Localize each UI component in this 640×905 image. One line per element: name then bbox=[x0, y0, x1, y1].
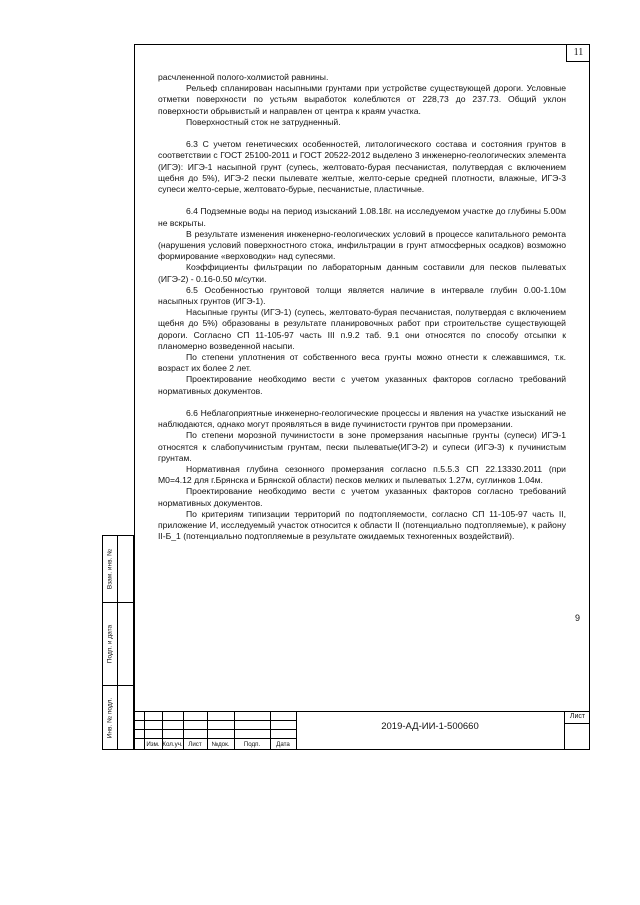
paragraph-gap bbox=[158, 128, 566, 139]
margin-mark: 9 bbox=[575, 613, 581, 623]
paragraph: Проектирование необходимо вести с учетом указанных факторов согласно требований нормативных документов. bbox=[158, 486, 566, 508]
sheet-number: 11 bbox=[566, 44, 590, 62]
title-block bbox=[134, 711, 590, 750]
hdr-izm: Изм. bbox=[146, 741, 160, 748]
paragraph: По критериям типизации территорий по подтопляемости, согласно СП 11-105-97 часть II, приложение И, исследуемый участок относится к области II (потенциально подтопляемые), к району II-Б_1 (потенциально подтопляемые в результате ожидаемых техногенных воздействий). bbox=[158, 508, 566, 542]
hdr-list: Лист bbox=[188, 741, 202, 748]
paragraph: Рельеф спланирован насыпными грунтами при устройстве существующей дороги. Условные отметки поверхности по устьям выработок колеблются от 228,73 до 237.73. Общий уклон поверхности обрывистый и направлен от центра к краям участка. bbox=[158, 83, 566, 116]
paragraph: 6.5 Особенностью грунтовой толщи является наличие в интервале глубин 0.00-1.10м насыпных грунтов (ИГЭ-1). bbox=[158, 284, 566, 307]
side-cell-vzam bbox=[102, 535, 134, 603]
hdr-kol-uch: Кол.уч. bbox=[162, 741, 183, 748]
paragraph: Проектирование необходимо вести с учетом указанных факторов согласно требований нормативных документов. bbox=[158, 374, 566, 396]
paragraph-gap bbox=[158, 397, 566, 408]
paragraph: По степени уплотнения от собственного веса грунты можно отнести к слежавшимся, т.к. возраст их более 2 лет. bbox=[158, 352, 566, 374]
side-stamp bbox=[102, 535, 134, 750]
side-cell-podp bbox=[102, 602, 134, 686]
hdr-data: Дата bbox=[276, 741, 290, 748]
document-code: 2019-АД-ИИ-1-500660 bbox=[381, 721, 479, 732]
side-label-podp: Подп. и дата bbox=[106, 624, 114, 664]
document-body bbox=[158, 72, 566, 542]
paragraph: 6.4 Подземные воды на период изысканий 1.08.18г. на исследуемом участке до глубины 5.00м не вскрыты. bbox=[158, 206, 566, 228]
hdr-ndok: №док. bbox=[211, 741, 230, 748]
paragraph: По степени морозной пучинистости в зоне промерзания насыпные грунты (супеси) ИГЭ-1 относятся к слабопучинистым грунтам, пески пылеватые(ИГЭ-2) и супеси (ИГЭ-3) к пучинистым грунтам. bbox=[158, 430, 566, 463]
paragraph: В результате изменения инженерно-геологических условий в процессе капитального ремонта (нарушения условий поверхностного стока, инфильтрации в грунт атмосферных осадков) возможно формирование «верховодки» над супесями. bbox=[158, 228, 566, 262]
paragraph: Поверхностный сток не затрудненный. bbox=[186, 116, 341, 127]
paragraph: Коэффициенты фильтрации по лабораторным данным составили для песков пылеватых (ИГЭ-2) - 0.16-0.50 м/сутки. bbox=[158, 262, 566, 284]
side-label-inv: Инв. № подл. bbox=[106, 697, 114, 738]
paragraph: расчлененной полого-холмистой равнины. bbox=[158, 72, 329, 82]
sheet-label: Лист bbox=[569, 713, 586, 720]
paragraph: 6.3 С учетом генетических особенностей, литологического состава и состояния грунтов в соответствии с ГОСТ 25100-2011 и ГОСТ 20522-2012 выделено 3 инженерно-геологических элемента (ИГЭ): ИГЭ-1 насыпной грунт (супесь, желтовато-бурая песчанистая, полутвердая с включением щебня до 5%), ИГЭ-2 пески пылевате желтые, желто-серые средней плотности, влажные, ИГЭ-3 супеси желто-серые, желтовато-бурые, песчанистые, пластичные. bbox=[158, 139, 566, 195]
paragraph: 6.6 Неблагоприятные инженерно-геологические процессы и явления на участке изысканий не наблюдаются, однако могут проявляться в виде пучинистости грунтов при промерзании. bbox=[158, 408, 566, 430]
paragraph: Нормативная глубина сезонного промерзания согласно п.5.5.3 СП 22.13330.2011 (при М0=4.12 для г.Брянска и Брянской области) песков мелких и пылеватых 1.27м, суглинков 1.04м. bbox=[158, 464, 566, 486]
side-label-vzam: Взам. инв. № bbox=[106, 548, 114, 590]
paragraph: Насыпные грунты (ИГЭ-1) (супесь, желтовато-бурая песчанистая, полутвердая с включением щебня до 5%) образованы в результате планировочных работ при строительстве существующей дороги. Согласно СП 11-105-97 часть III п.9.2 таб. 9.1 они относятся по способу отсыпки к планомерно возведенной насыпи. bbox=[158, 307, 566, 351]
hdr-podp: Подп. bbox=[243, 741, 261, 748]
paragraph-gap bbox=[158, 195, 566, 206]
side-cell-inv bbox=[102, 685, 134, 750]
